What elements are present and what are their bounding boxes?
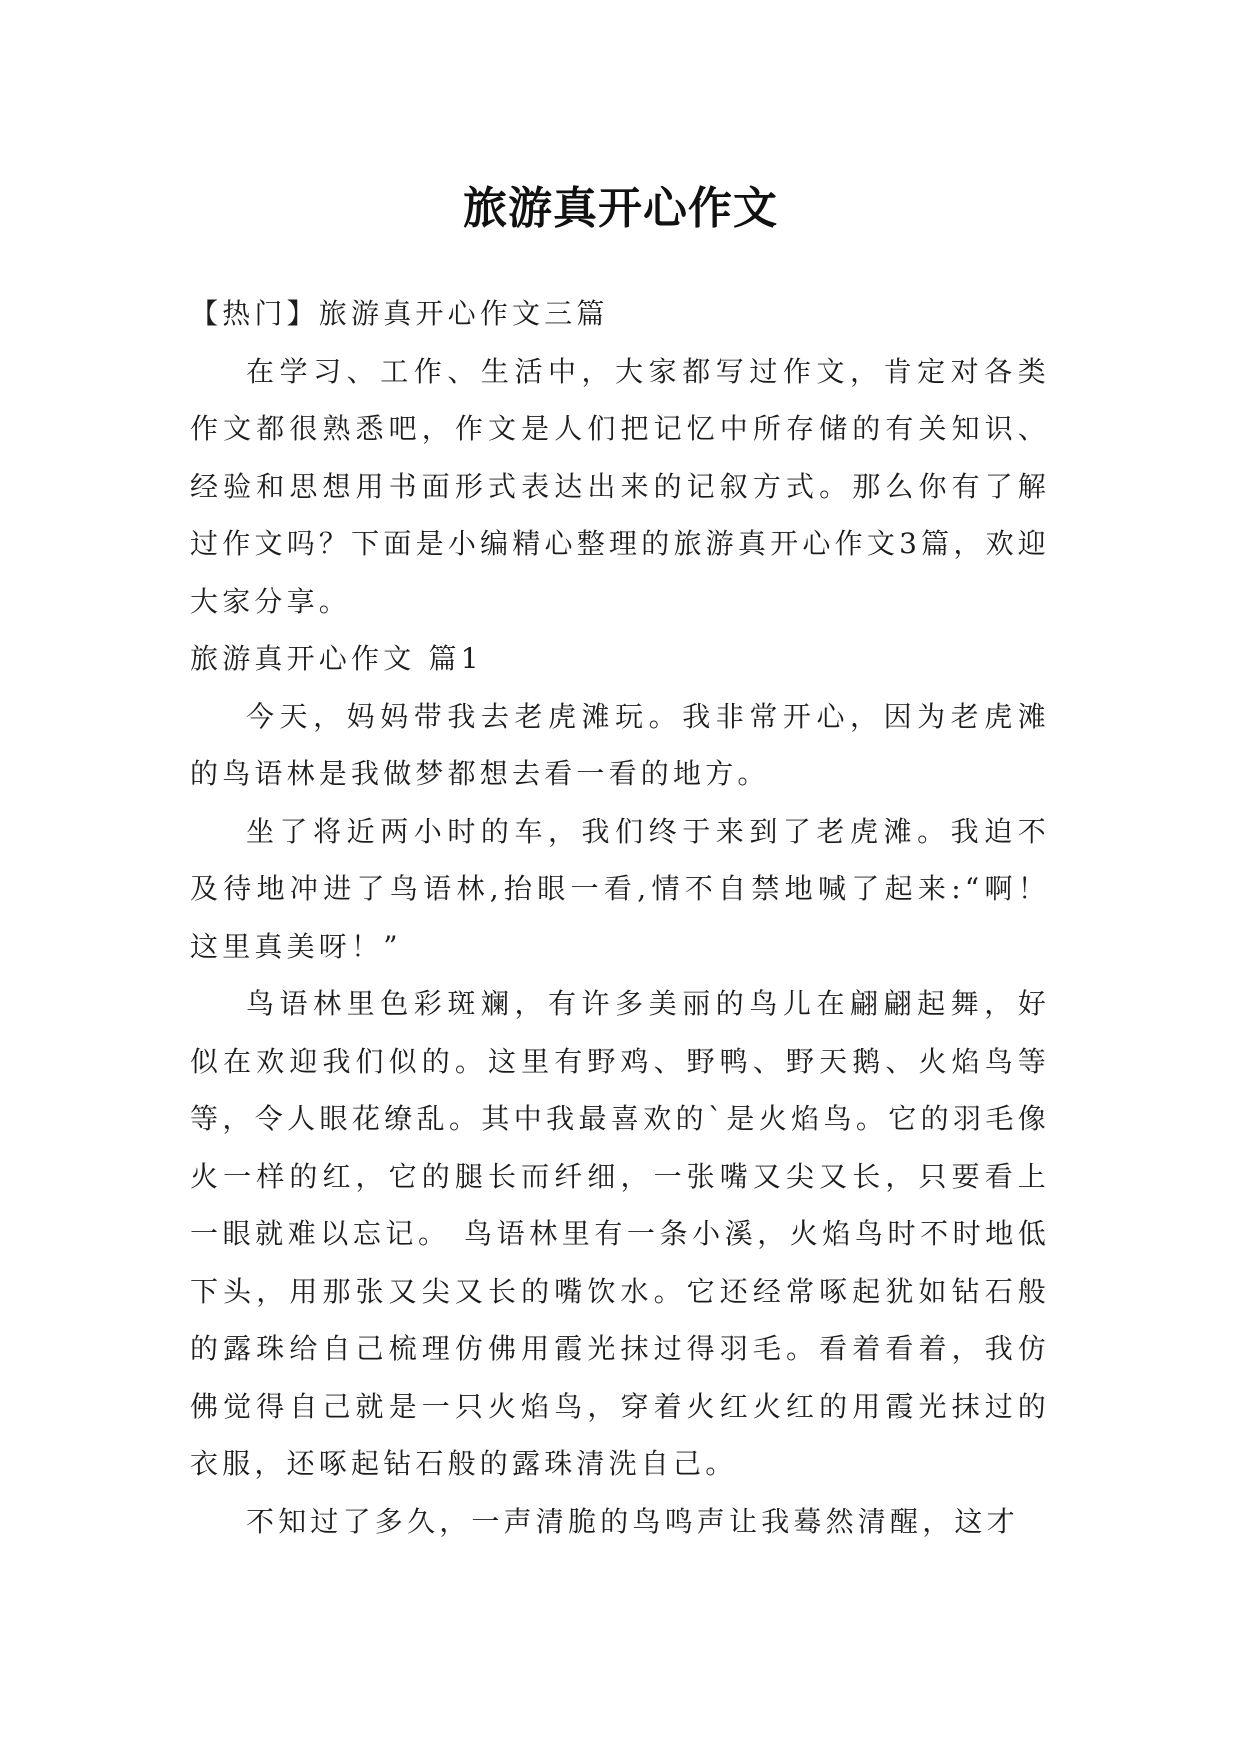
body-paragraph: 鸟语林里色彩斑斓，有许多美丽的鸟儿在翩翩起舞，好似在欢迎我们似的。这里有野鸡、野鸭、野天鹅、火焰鸟等等，令人眼花缭乱。其中我最喜欢的`是火焰鸟。它的羽毛像火一样的红，它的腿长而纤细，一张嘴又尖又长，只要看上一眼就难以忘记。 鸟语林里有一条小溪，火焰鸟时不时地低下头，用那张又尖又长的嘴饮水。它还经常啄起犹如钻石般的露珠给自己梳理仿佛用霞光抹过得羽毛。看着看着，我仿佛觉得自己就是一只火焰鸟，穿着火红火红的用霞光抹过的衣服，还啄起钻石般的露珠清洗自己。 — [190, 987, 1050, 1480]
document-title: 旅游真开心作文 — [463, 183, 778, 235]
document-body — [190, 285, 1050, 1550]
body-paragraph: 今天，妈妈带我去老虎滩玩。我非常开心，因为老虎滩的鸟语林是我做梦都想去看一看的地方。 — [190, 699, 1050, 790]
body-paragraph: 不知过了多久，一声清脆的鸟鸣声让我蓦然清醒，这才 — [246, 1504, 1019, 1538]
body-paragraph: 坐了将近两小时的车，我们终于来到了老虎滩。我迫不及待地冲进了鸟语林,抬眼一看,情不自禁地喊了起来:“啊！这里真美呀！” — [190, 814, 1050, 963]
intro-paragraph: 在学习、工作、生活中，大家都写过作文，肯定对各类作文都很熟悉吧，作文是人们把记忆中所存储的有关知识、经验和思想用书面形式表达出来的记叙方式。那么你有了解过作文吗？下面是小编精心整理的旅游真开心作文3篇，欢迎大家分享。 — [190, 354, 1050, 618]
document-subtitle: 【热门】旅游真开心作文三篇 — [190, 297, 609, 330]
section-heading: 旅游真开心作文 篇1 — [190, 642, 483, 675]
